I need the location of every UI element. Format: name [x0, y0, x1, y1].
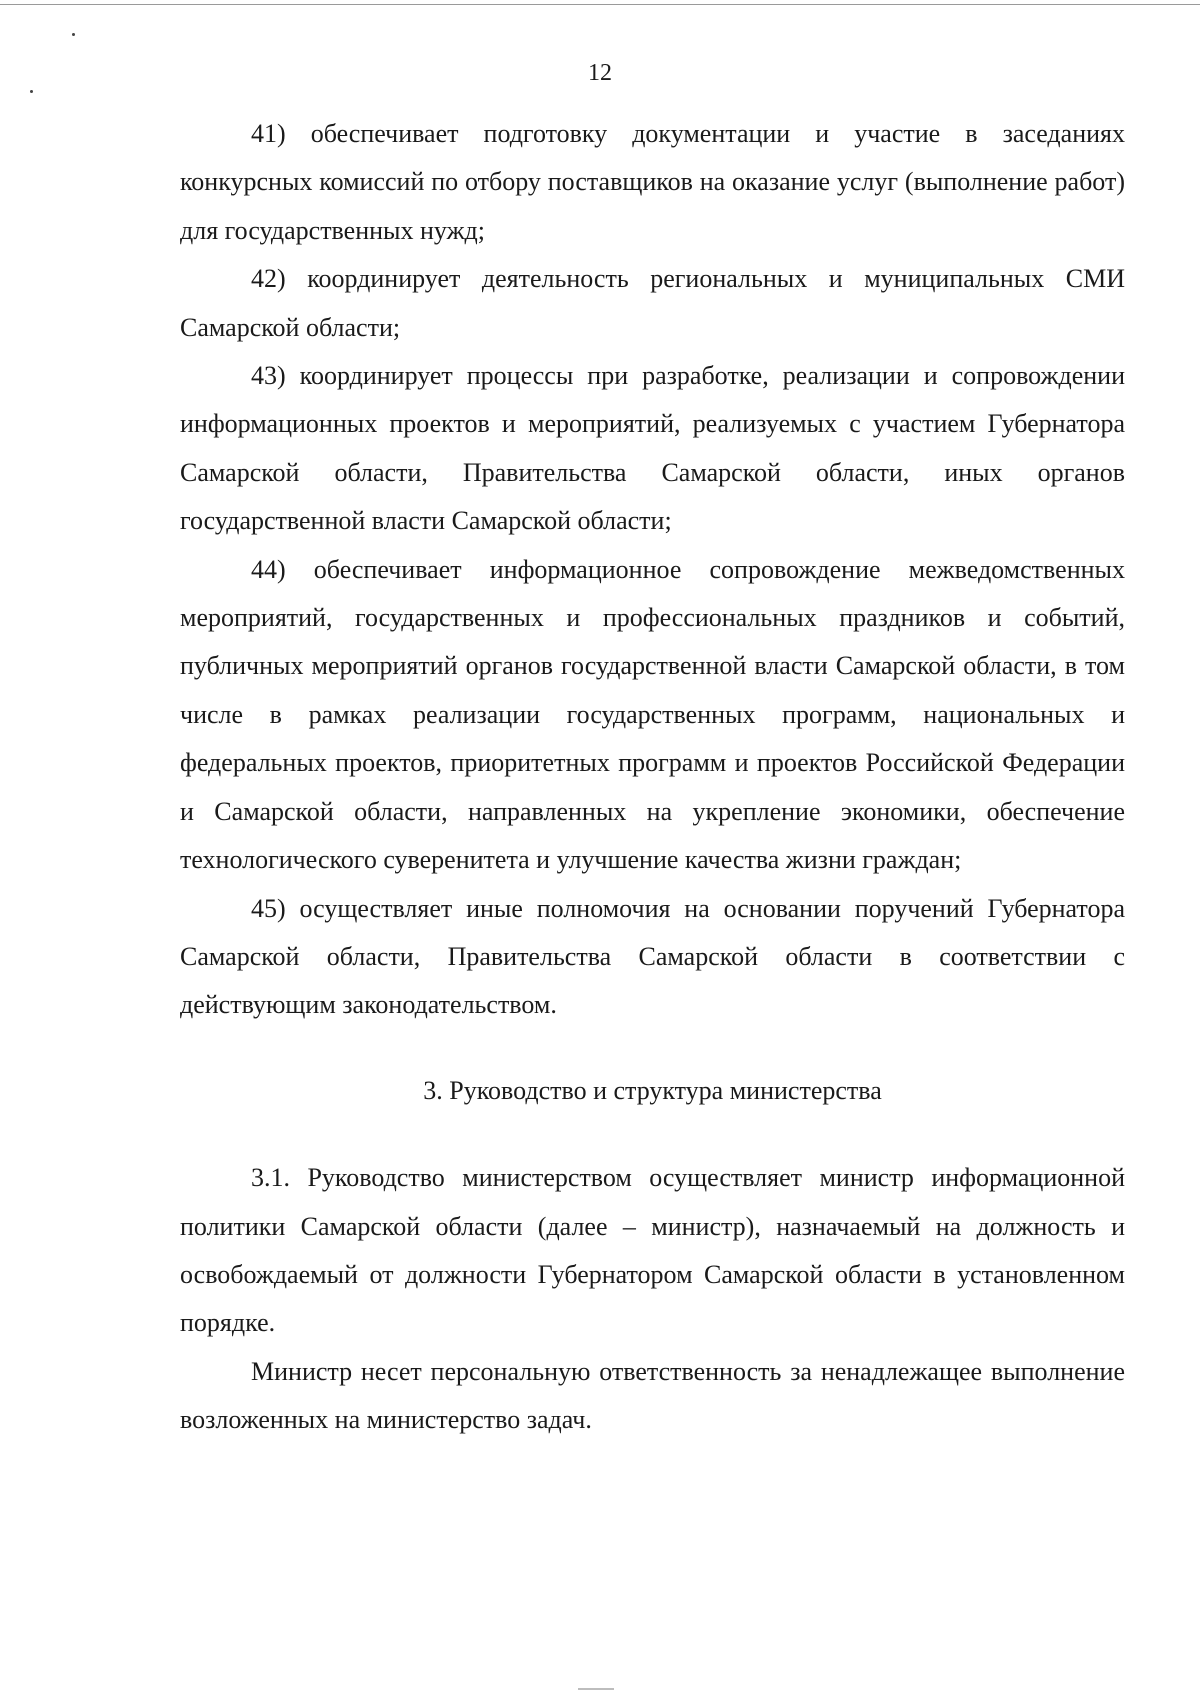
scan-speck — [30, 90, 33, 93]
list-item-44: 44) обеспечивает информационное сопровождение межведомственных мероприятий, государственных и профессиональных праздников и событий, публичных мероприятий органов государственной власти Самарской области, в том числе в рамках реализации государственных программ, национальных и федеральных проектов, приоритетных программ и проектов Российской Федерации и Самарской области, направленных на укрепление экономики, обеспечение технологического суверенитета и улучшение качества жизни граждан; — [180, 554, 1125, 875]
scan-edge-line — [0, 4, 1200, 5]
paragraph-minister-responsibility: Министр несет персональную ответственность за ненадлежащее выполнение возложенных на министерство задач. — [180, 1356, 1125, 1435]
section-heading: 3. Руководство и структура министерства — [423, 1075, 882, 1105]
scan-speck — [72, 33, 75, 36]
list-item-43: 43) координирует процессы при разработке, реализации и сопровождении информационных проектов и мероприятий, реализуемых с участием Губернатора Самарской области, Правительства Самарской области, иных органов государственной власти Самарской области; — [180, 361, 1125, 536]
list-item-42: 42) координирует деятельность региональных и муниципальных СМИ Самарской области; — [180, 264, 1125, 342]
paragraph-3-1: 3.1. Руководство министерством осуществляет министр информационной политики Самарской области (далее – министр), назначаемый на должность и освобождаемый от должности Губернатором Самарской области в установленном порядке. — [180, 1163, 1125, 1338]
page-number: 12 — [588, 60, 612, 86]
scan-mark — [578, 1688, 614, 1690]
document-body — [180, 110, 1125, 1445]
list-item-45: 45) осуществляет иные полномочия на основании поручений Губернатора Самарской области, Правительства Самарской области в соответствии с действующим законодательством. — [180, 893, 1125, 1020]
list-item-41: 41) обеспечивает подготовку документации и участие в заседаниях конкурсных комиссий по отбору поставщиков на оказание услуг (выполнение работ) для государственных нужд; — [180, 119, 1125, 245]
